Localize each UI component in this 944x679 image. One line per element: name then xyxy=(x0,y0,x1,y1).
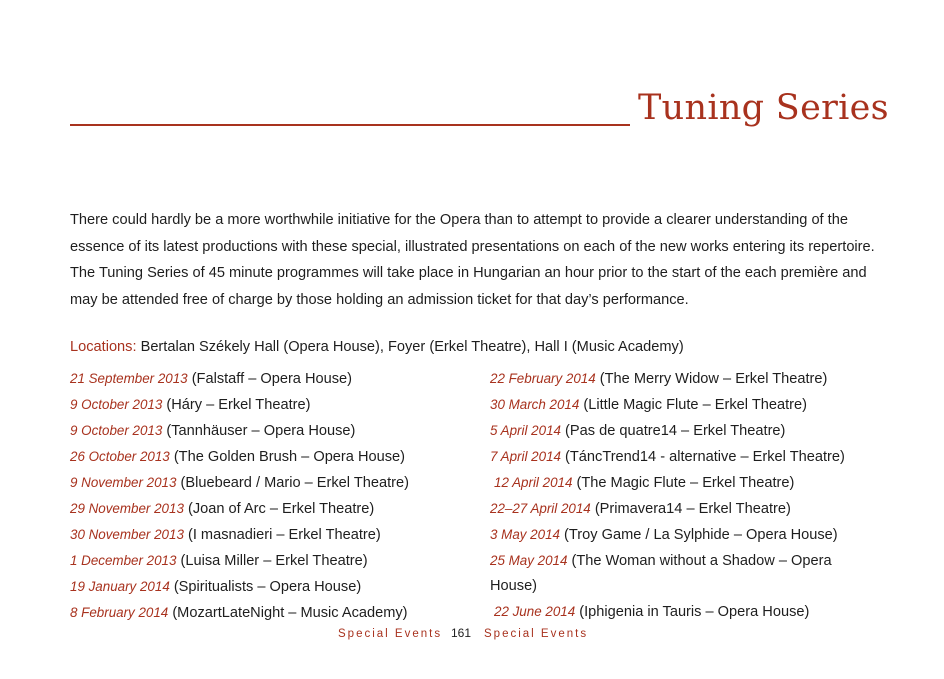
schedule-entry xyxy=(490,599,860,625)
entry-date: 9 October 2013 xyxy=(70,397,163,412)
entry-event: (Joan of Arc – Erkel Theatre) xyxy=(183,501,375,517)
entry-date: 30 November 2013 xyxy=(70,527,184,542)
entry-date: 9 November 2013 xyxy=(70,475,177,490)
schedule-entry xyxy=(70,366,470,392)
schedule-right-column xyxy=(490,366,860,625)
entry-event: (The Woman without a Shadow – Opera House) xyxy=(490,553,832,594)
entry-event: (I masnadieri – Erkel Theatre) xyxy=(183,527,381,543)
entry-event: (Bluebeard / Mario – Erkel Theatre) xyxy=(176,475,409,491)
entry-event: (MozartLateNight – Music Academy) xyxy=(168,605,408,621)
entry-event: (TáncTrend14 - alternative – Erkel Theatre) xyxy=(560,449,845,465)
page-footer xyxy=(0,626,944,646)
schedule-entry xyxy=(490,548,860,599)
entry-event: (Iphigenia in Tauris – Opera House) xyxy=(575,604,810,620)
entry-date: 22 June 2014 xyxy=(494,604,576,619)
entry-date: 22 February 2014 xyxy=(490,371,596,386)
entry-date: 3 May 2014 xyxy=(490,527,560,542)
entry-event: (Spiritualists – Opera House) xyxy=(169,579,362,595)
entry-event: (Primavera14 – Erkel Theatre) xyxy=(590,501,791,517)
entry-date: 9 October 2013 xyxy=(70,423,163,438)
page-title: Tuning Series xyxy=(638,88,889,128)
locations-label: Locations: xyxy=(70,339,137,355)
intro-paragraph: There could hardly be a more worthwhile initiative for the Opera than to attempt to provide a clearer understanding of the essence of its latest productions with these special, illustrated presentations on each of the new works entering its repertoire. The Tuning Series of 45 minute programmes will take place in Hungarian an hour prior to the start of the each première and may be attended free of charge by those holding an admission ticket for that day’s performance. xyxy=(70,212,875,308)
entry-date: 8 February 2014 xyxy=(70,605,169,620)
entry-event: (Tannhäuser – Opera House) xyxy=(162,423,356,439)
schedule-entry xyxy=(70,496,470,522)
entry-date: 7 April 2014 xyxy=(490,449,561,464)
footer-section-right: Special Events xyxy=(484,628,589,640)
entry-event: (The Golden Brush – Opera House) xyxy=(169,449,406,465)
schedule-left-column xyxy=(70,366,470,626)
schedule-entry xyxy=(490,366,860,392)
entry-date: 21 September 2013 xyxy=(70,371,188,386)
entry-event: (The Magic Flute – Erkel Theatre) xyxy=(572,475,795,491)
schedule-entry xyxy=(70,574,470,600)
schedule-entry xyxy=(490,496,860,522)
entry-date: 29 November 2013 xyxy=(70,501,184,516)
entry-event: (Troy Game / La Sylphide – Opera House) xyxy=(559,527,838,543)
entry-event: (Falstaff – Opera House) xyxy=(187,371,353,387)
entry-date: 1 December 2013 xyxy=(70,553,177,568)
entry-date: 19 January 2014 xyxy=(70,579,170,594)
schedule-entry xyxy=(70,418,470,444)
entry-date: 25 May 2014 xyxy=(490,553,568,568)
entry-event: (Little Magic Flute – Erkel Theatre) xyxy=(579,397,807,413)
locations-line xyxy=(70,334,684,360)
entry-date: 5 April 2014 xyxy=(490,423,561,438)
schedule-entry xyxy=(490,470,860,496)
schedule-entry xyxy=(70,522,470,548)
page-number: 161 xyxy=(451,626,472,640)
entry-event: (Háry – Erkel Theatre) xyxy=(162,397,311,413)
schedule-entry xyxy=(490,418,860,444)
schedule-entry xyxy=(70,392,470,418)
schedule-entry xyxy=(490,522,860,548)
entry-event: (Luisa Miller – Erkel Theatre) xyxy=(176,553,368,569)
schedule-entry xyxy=(70,600,470,626)
schedule-entry xyxy=(490,444,860,470)
schedule-entry xyxy=(70,444,470,470)
entry-date: 30 March 2014 xyxy=(490,397,580,412)
entry-event: (The Merry Widow – Erkel Theatre) xyxy=(595,371,828,387)
entry-date: 22–27 April 2014 xyxy=(490,501,591,516)
entry-event: (Pas de quatre14 – Erkel Theatre) xyxy=(560,423,786,439)
entry-date: 12 April 2014 xyxy=(494,475,573,490)
schedule-entry xyxy=(70,470,470,496)
footer-section-left: Special Events xyxy=(338,628,443,640)
entry-date: 26 October 2013 xyxy=(70,449,170,464)
locations-text: Bertalan Székely Hall (Opera House), Foyer (Erkel Theatre), Hall I (Music Academy) xyxy=(136,339,684,355)
schedule-entry xyxy=(490,392,860,418)
header-rule xyxy=(70,124,630,126)
schedule-entry xyxy=(70,548,470,574)
